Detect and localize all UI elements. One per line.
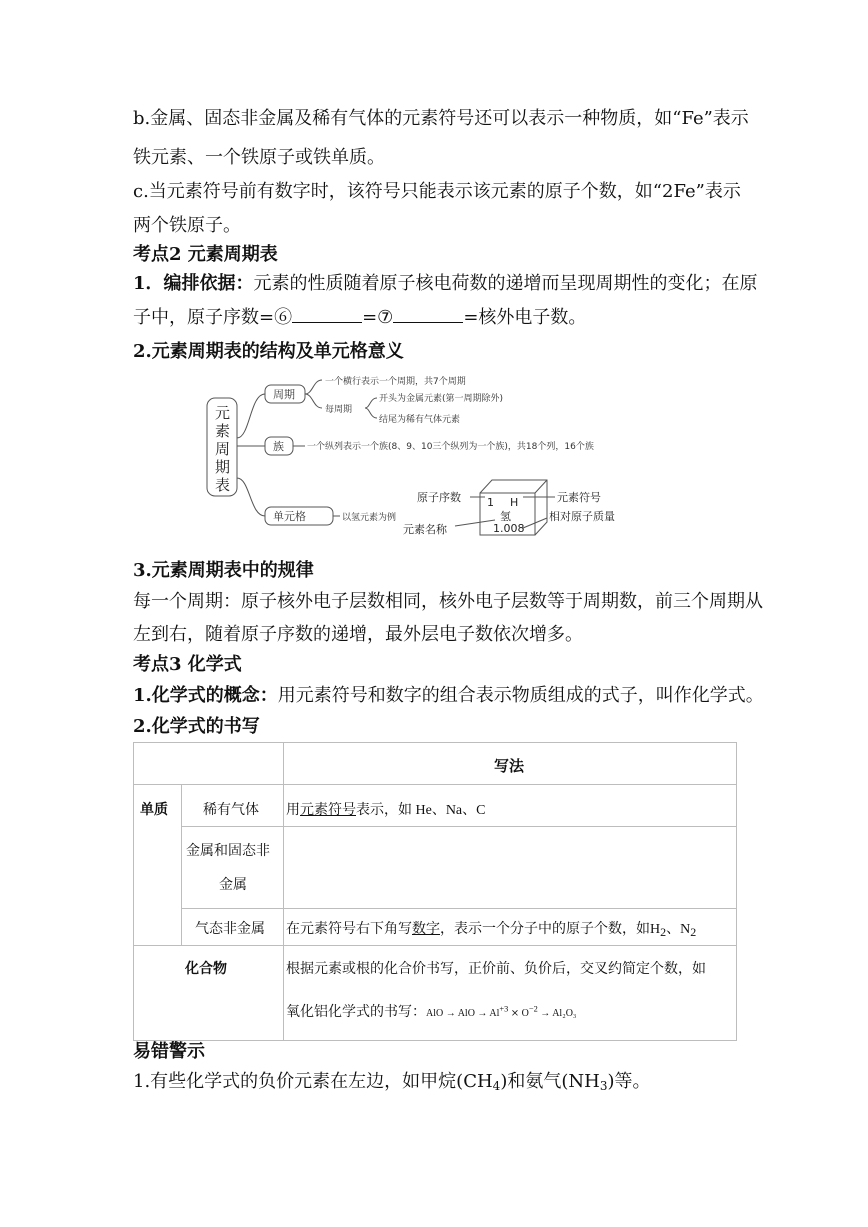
root-label [215,404,230,494]
section2-item3-line2: 左到右，随着原子序数的递增，最外层电子数依次增多。 [133,624,583,645]
section2-item2-heading: 2.元素周期表的结构及单元格意义 [133,341,404,362]
root-char: 素 [215,422,231,440]
table-row-divider [133,784,737,785]
cell-name: 氢 [500,510,511,523]
alumina-derivation: AlO → AlO → $Al^{+3}$ ⨯ $O^{-2} \to Al_2O_3$ [426,1004,577,1019]
section2-item1-label: 1．编排依据： [133,273,254,294]
gas-nonmetal-label: 气态非金属 [195,922,265,937]
section3-heading: 考点3 化学式 [133,654,242,675]
connector-cell [237,478,265,516]
cell-symbol: H [510,496,519,509]
header-method: 写法 [494,759,525,775]
para-b-line2: 铁元素、一个铁原子或铁单质。 [133,147,385,168]
blank-6 [292,306,362,323]
warning-heading: 易错警示 [133,1041,205,1062]
section2-item1-end: =核外电子数。 [463,307,587,328]
gas-sep: 、N [666,922,691,937]
metal-solid-label-line1: 金属和固态非 [186,844,270,859]
section3-item1 [133,684,764,708]
section2-heading: 考点2 元素周期表 [133,244,278,265]
formula-writing-table [133,742,737,1041]
arrow-name [455,520,495,526]
gas-method-post: ，表示一个分子中的原子个数，如H [440,922,661,937]
charge-o: −2 [528,1004,538,1014]
group-label: 族 [273,440,284,453]
section2-item1-line2 [133,306,586,330]
cell-label: 单元格 [273,510,306,523]
warning-line1-pre: 1.有些化学式的负价元素在左边，如甲烷(CH [133,1071,493,1092]
charge-al: +3 [499,1004,509,1014]
blank-7 [393,306,463,323]
section2-item3-line1: 每一个周期：原子核外电子层数相同，核外电子层数等于周期数，前三个周期从 [133,591,763,612]
noble-gas-label: 稀有气体 [203,803,259,818]
compound-method-line2-text: 氧化铝化学式的书写： [286,1005,426,1020]
gas-sub2: 2 [690,925,697,939]
section2-item3-heading: 3.元素周期表中的规律 [133,560,314,581]
section2-item1-text: 元素的性质随着原子核电荷数的递增而呈现周期性的变化；在原 [253,273,758,294]
compound-method-line1: 根据元素或根的化合价书写，正价前、负价后，交叉约简定个数，如 [286,962,706,977]
section2-item1-line1 [133,272,758,296]
warning-sub2: 3 [599,1079,608,1093]
period-brace1 [305,380,322,394]
period-sub: 每周期 [325,405,353,415]
para-c-line1: c.当元素符号前有数字时，该符号只能表示该元素的原子个数，如“2Fe”表示 [133,181,741,202]
table-border-bottom [133,1040,737,1041]
periodic-table-diagram [205,368,675,548]
root-char: 表 [215,476,231,494]
root-char: 周 [215,440,231,458]
period-desc3: 结尾为稀有气体元素 [379,415,461,425]
section3-item1-label: 1.化学式的概念： [133,685,278,706]
noble-gas-method [286,799,486,819]
section2-item1-start: 子中，原子序数=⑥ [133,307,293,328]
table-border-right [736,742,737,1041]
table-col-divider [283,742,284,1041]
period-brace2 [305,394,322,408]
formula-d: O [521,1008,529,1019]
noble-method-post: 表示，如 He、Na、C [356,803,486,818]
period-desc2: 开头为金属元素(第一周期除外) [379,394,504,404]
root-char: 期 [215,458,231,476]
formula-c: Al [489,1008,500,1019]
mass-label: 相对原子质量 [549,510,615,523]
table-border-left [133,742,134,1041]
name-label: 元素名称 [403,523,447,536]
table-border-top [133,742,737,743]
formula-a: AlO [426,1008,444,1019]
metal-solid-label-line2: 金属 [219,878,247,893]
formula-b: AlO [457,1008,475,1019]
compound-method-line2 [286,1001,576,1021]
section3-item1-text: 用元素符号和数字的组合表示物质组成的式子，叫作化学式。 [277,685,764,706]
warning-sub1: 4 [492,1079,501,1093]
gas-method-underlined: 数字 [412,922,440,937]
para-c-line2: 两个铁原子。 [133,215,241,236]
warning-line1-mid: )和氨气(NH [500,1071,600,1092]
period-desc1: 一个横行表示一个周期，共7个周期 [325,377,466,387]
gas-nonmetal-method [286,918,696,940]
formula-e: Al₂O₃ [552,1008,577,1019]
para-b-line1: b.金属、固态非金属及稀有气体的元素符号还可以表示一种物质，如“Fe”表示 [133,108,749,129]
cell-mass: 1.008 [493,522,525,535]
cell-desc: 以氢元素为例 [342,513,397,523]
gas-method-pre: 在元素符号右下角写 [286,922,412,937]
connector-period [237,394,265,438]
table-col-divider [181,784,182,945]
table-row-divider [181,908,737,909]
warning-line1 [133,1070,650,1098]
warning-line1-post: )等。 [607,1071,651,1092]
root-char: 元 [215,404,231,422]
table-row-divider [133,945,737,946]
section2-item1-eq: =⑦ [362,307,394,328]
period-sub-brace1 [365,398,377,408]
cell-number: 1 [487,496,494,509]
noble-method-underlined: 元素符号 [300,803,356,818]
section3-item2-heading: 2.化学式的书写 [133,716,260,737]
period-sub-brace2 [365,408,377,418]
atomic-number-label: 原子序数 [417,491,461,504]
noble-method-pre: 用 [286,803,300,818]
single-substance-label: 单质 [140,803,168,818]
table-row-divider [181,826,737,827]
compound-label: 化合物 [185,962,227,977]
period-label: 周期 [273,388,295,401]
symbol-label: 元素符号 [557,491,601,504]
group-desc: 一个纵列表示一个族(8、9、10三个纵列为一个族)，共18个列，16个族 [307,442,594,452]
gas-sub1: 2 [660,925,667,939]
